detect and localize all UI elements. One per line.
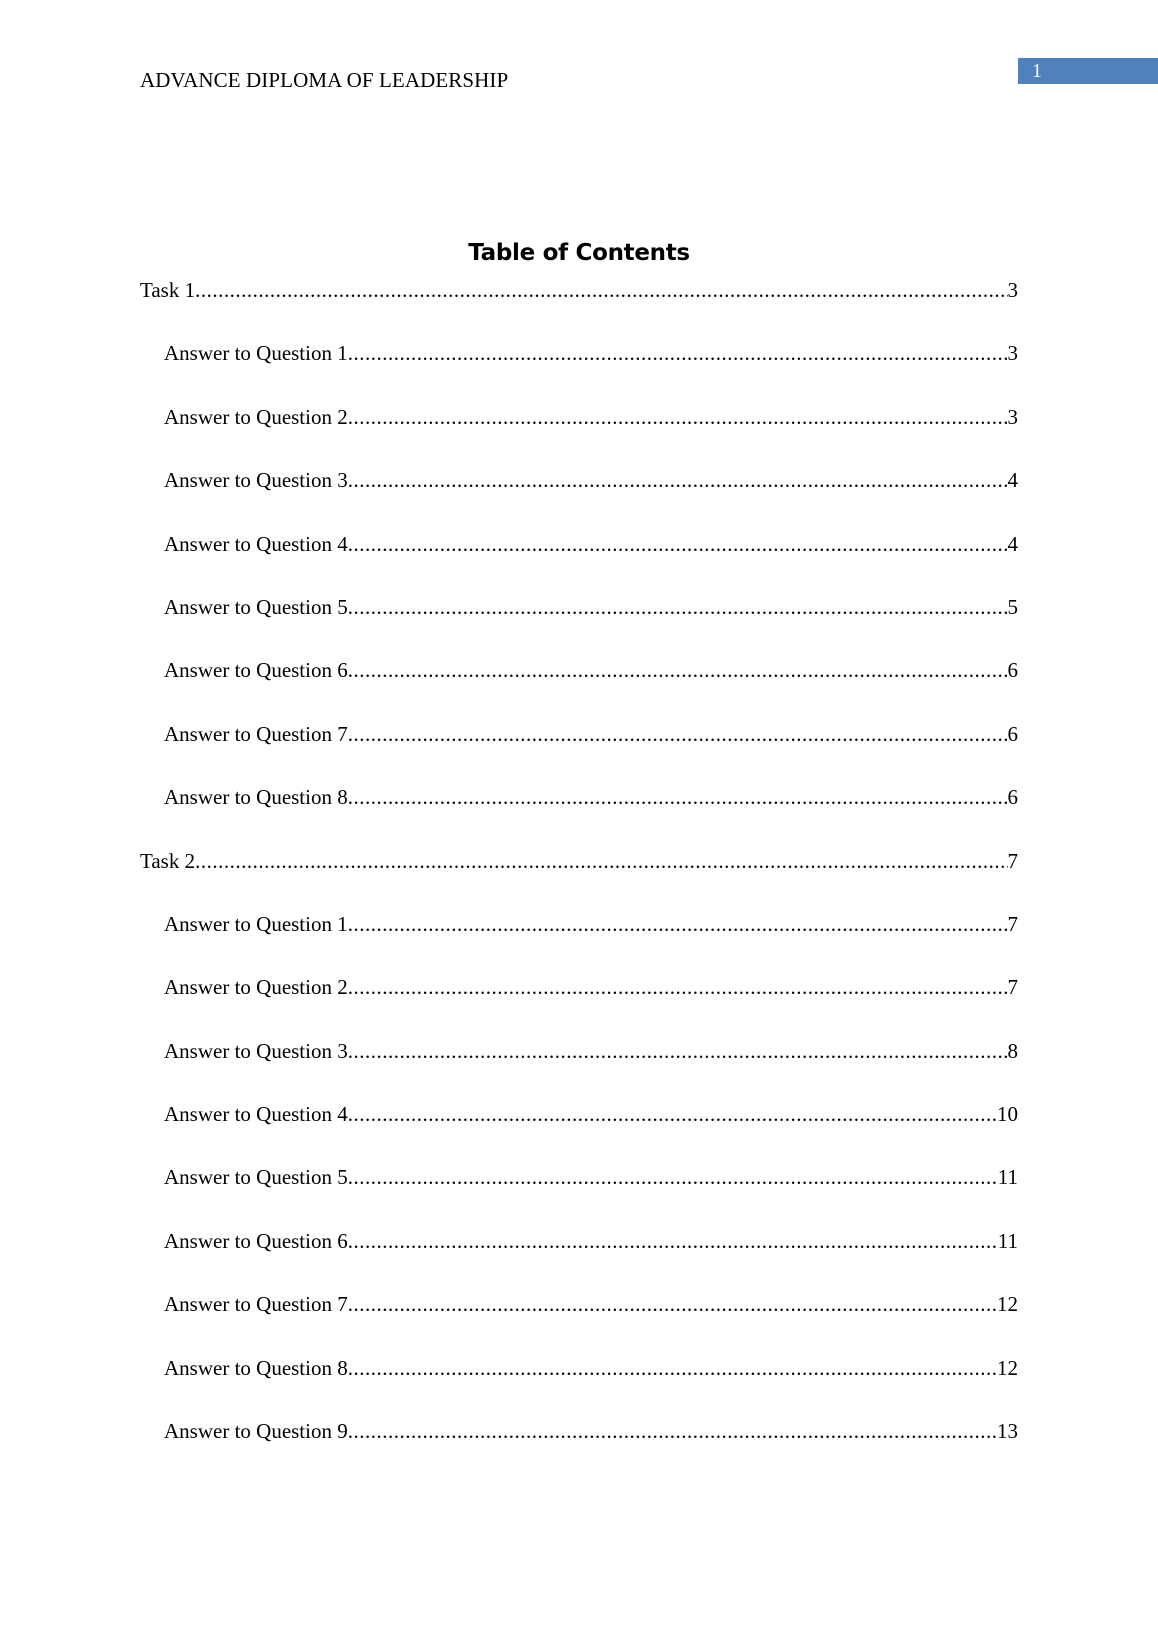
toc-title: Table of Contents [468,240,690,266]
toc-dot-leader [195,843,1007,879]
toc-entry-label: Answer to Question 5 [164,1165,348,1190]
page-number-badge [1018,58,1158,84]
toc-dot-leader [348,906,1008,942]
table-of-contents [140,272,1018,1476]
toc-dot-leader [348,652,1008,688]
toc-dot-leader [348,1033,1008,1069]
toc-entry-page-number: 13 [997,1419,1018,1444]
toc-entry-page-number: 5 [1007,594,1018,619]
toc-entry-label: Answer to Question 1 [164,911,348,936]
page-number: 1 [1032,60,1042,82]
toc-entry-label: Answer to Question 4 [164,531,348,556]
toc-entry-question[interactable] [140,335,1018,398]
toc-entry-question[interactable] [140,779,1018,842]
toc-entry-page-number: 4 [1007,531,1018,556]
toc-entry-page-number: 3 [1007,341,1018,366]
toc-entry-label: Answer to Question 9 [164,1419,348,1444]
toc-dot-leader [348,779,1008,815]
toc-entry-label: Answer to Question 2 [164,975,348,1000]
toc-dot-leader [348,1096,997,1132]
toc-dot-leader [348,1350,997,1386]
toc-dot-leader [348,589,1008,625]
toc-entry-label: Answer to Question 7 [164,1292,348,1317]
toc-entry-label: Answer to Question 8 [164,1355,348,1380]
toc-entry-question[interactable] [140,1033,1018,1096]
toc-entry-page-number: 6 [1007,785,1018,810]
toc-dot-leader [348,1223,998,1259]
toc-dot-leader [348,1413,997,1449]
toc-entry-question[interactable] [140,1413,1018,1476]
toc-dot-leader [348,969,1008,1005]
toc-entry-page-number: 3 [1007,278,1018,302]
toc-entry-question[interactable] [140,1159,1018,1222]
toc-entry-page-number: 8 [1007,1038,1018,1063]
toc-entry-page-number: 12 [997,1292,1018,1317]
toc-entry-page-number: 3 [1007,404,1018,429]
toc-entry-question[interactable] [140,589,1018,652]
toc-entry-label: Task 2 [140,848,196,873]
toc-entry-page-number: 11 [997,1228,1018,1253]
toc-dot-leader [348,716,1008,752]
toc-entry-page-number: 7 [1007,975,1018,1000]
toc-entry-question[interactable] [140,399,1018,462]
toc-entry-question[interactable] [140,462,1018,525]
toc-entry-page-number: 10 [997,1102,1018,1127]
toc-entry-question[interactable] [140,1223,1018,1286]
toc-entry-task[interactable] [140,843,1018,906]
toc-entry-page-number: 4 [1007,468,1018,493]
toc-entry-label: Answer to Question 1 [164,341,348,366]
toc-dot-leader [348,462,1008,498]
toc-dot-leader [348,335,1008,371]
toc-entry-label: Answer to Question 3 [164,468,348,493]
toc-entry-label: Answer to Question 2 [164,404,348,429]
toc-entry-page-number: 12 [997,1355,1018,1380]
toc-entry-label: Answer to Question 4 [164,1102,348,1127]
toc-entry-page-number: 6 [1007,658,1018,683]
toc-dot-leader [348,1286,997,1322]
toc-entry-label: Answer to Question 7 [164,721,348,746]
toc-entry-page-number: 11 [997,1165,1018,1190]
toc-entry-label: Answer to Question 6 [164,1228,348,1253]
running-header: ADVANCE DIPLOMA OF LEADERSHIP [140,68,509,92]
toc-entry-label: Answer to Question 6 [164,658,348,683]
toc-entry-question[interactable] [140,906,1018,969]
toc-dot-leader [195,272,1007,308]
toc-entry-task[interactable] [140,272,1018,335]
toc-entry-question[interactable] [140,526,1018,589]
toc-entry-question[interactable] [140,1286,1018,1349]
toc-entry-label: Task 1 [140,278,196,302]
toc-entry-question[interactable] [140,1096,1018,1159]
toc-entry-question[interactable] [140,969,1018,1032]
toc-dot-leader [348,399,1008,435]
toc-dot-leader [348,1159,998,1195]
toc-entry-question[interactable] [140,652,1018,715]
toc-entry-page-number: 7 [1007,848,1018,873]
toc-entry-label: Answer to Question 8 [164,785,348,810]
toc-entry-question[interactable] [140,716,1018,779]
toc-entry-page-number: 6 [1007,721,1018,746]
toc-entry-label: Answer to Question 5 [164,594,348,619]
toc-dot-leader [348,526,1008,562]
toc-entry-question[interactable] [140,1350,1018,1413]
toc-entry-page-number: 7 [1007,911,1018,936]
toc-entry-label: Answer to Question 3 [164,1038,348,1063]
